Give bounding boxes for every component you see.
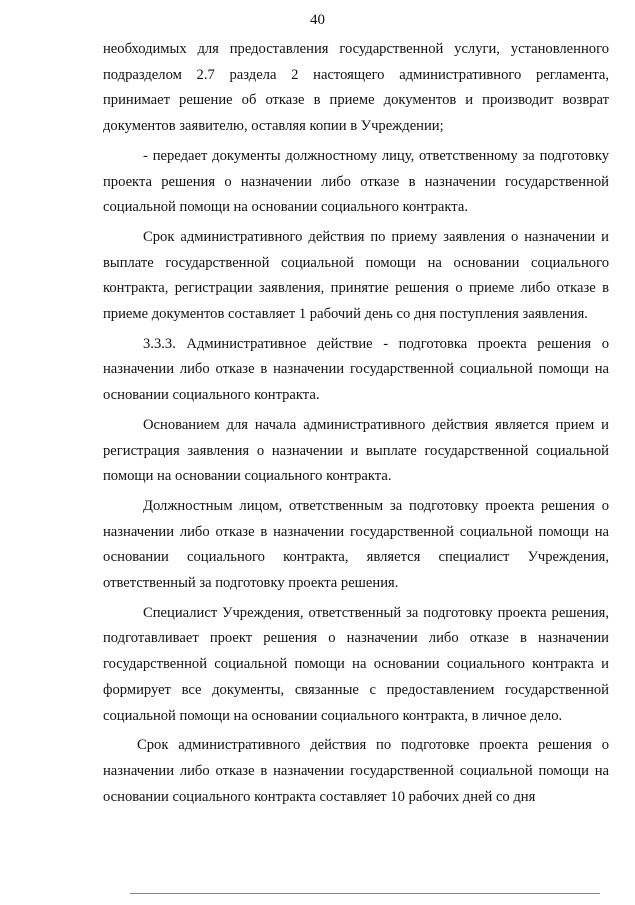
paragraph-specialist-duties: Специалист Учреждения, ответственный за подготовку проекта решения, подготавливает проект решения о назначении либо отказе в назначении государственной социальной помощи на основании социального контракта и формирует все документы, связанные с предоставлением государственной социальной помощи на основании социального контракта, в личное дело. — [103, 604, 609, 724]
paragraph-responsible-official: Должностным лицом, ответственным за подготовку проекта решения о назначении либо отказе в назначении государственной социальной помощи на основании социального контракта, является специалист Учреждения, ответственный за подготовку проекта решения. — [103, 497, 609, 592]
paragraph-continued: необходимых для предоставления государственной услуги, установленного подразделом 2.7 раздела 2 настоящего административного регламента, принимает решение об отказе в приеме документов и производит возврат документов заявителю, оставляя копии в Учреждении; — [103, 41, 609, 135]
paragraph-basis: Основанием для начала административного действия является прием и регистрация заявления о назначении и выплате государственной социальной помощи на основании социального контракта. — [103, 416, 609, 485]
document-body — [103, 37, 609, 810]
paragraph-preparation-term: Срок административного действия по подготовке проекта решения о назначении либо отказе в назначении государственной социальной помощи на основании социального контракта составляет 10 рабочих дней со дня — [103, 737, 609, 805]
paragraph-transfer-documents: - передает документы должностному лицу, ответственному за подготовку проекта решения о назначении либо отказе в назначении государственной социальной помощи на основании социального контракта. — [103, 147, 609, 216]
paragraph-section-3-3-3: 3.3.3. Административное действие - подготовка проекта решения о назначении либо отказе в назначении государственной социальной помощи на основании социального контракта. — [103, 335, 609, 404]
bottom-edge-line — [130, 893, 600, 894]
page-number: 40 — [310, 12, 325, 28]
paragraph-registration-term: Срок административного действия по приему заявления о назначении и выплате государственной социальной помощи на основании социального контракта, регистрации заявления, принятие решения о приеме либо отказе в приеме документов составляет 1 рабочий день со дня поступления заявления. — [103, 228, 609, 323]
